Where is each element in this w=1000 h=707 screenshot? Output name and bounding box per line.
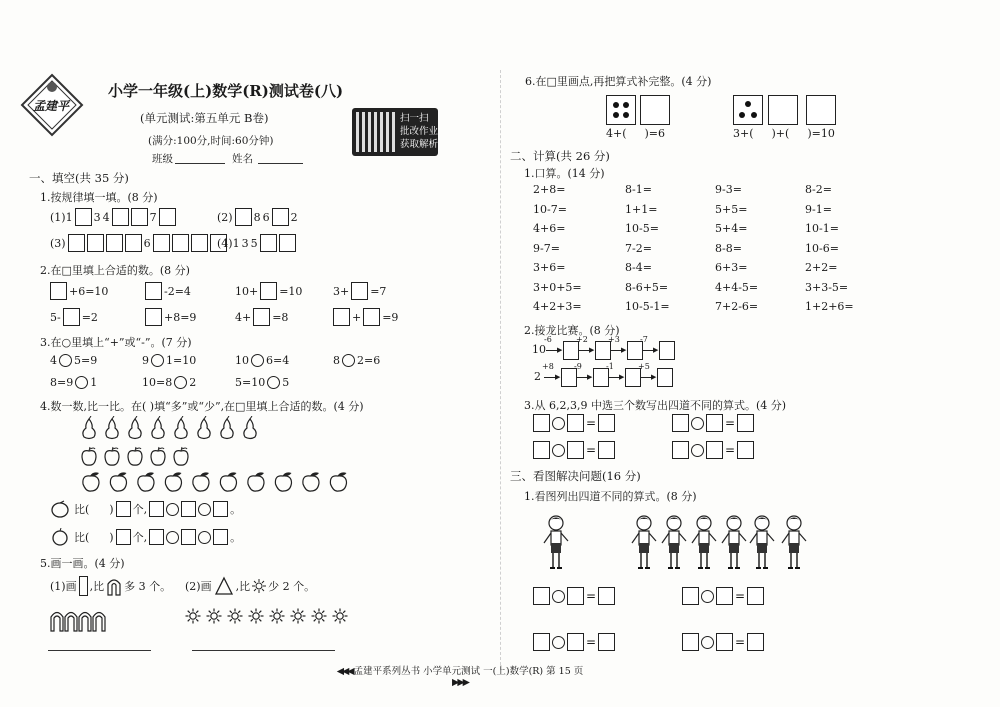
arrow-head-icon: ▶ — [587, 373, 593, 381]
oral-item: 2+8= — [533, 183, 566, 196]
equation-row: = — [682, 633, 764, 651]
child-icon — [544, 516, 568, 568]
oral-item: 10-7= — [533, 202, 567, 216]
oral-item: 7-2= — [625, 241, 652, 255]
peach-icon — [303, 472, 319, 491]
peach-icon — [275, 472, 291, 491]
q6-eq1: 4+( )=6 — [606, 127, 666, 140]
answer-box[interactable] — [213, 501, 228, 517]
answer-box[interactable] — [172, 234, 189, 252]
answer-box[interactable] — [598, 587, 615, 605]
answer-box[interactable] — [598, 441, 615, 459]
drawing-line-2[interactable] — [192, 650, 335, 651]
answer-circle[interactable] — [166, 531, 179, 544]
answer-box[interactable] — [181, 501, 196, 517]
peach-icon — [83, 472, 99, 491]
child-icon — [722, 516, 746, 568]
child-icon — [632, 516, 656, 568]
answer-box[interactable] — [253, 308, 270, 326]
oral-item: 4+4-5= — [715, 280, 759, 294]
peach-row-icon — [78, 470, 368, 494]
sun-icon — [270, 609, 285, 624]
answer-circle[interactable] — [552, 417, 565, 430]
answer-box[interactable] — [737, 414, 754, 432]
answer-box[interactable] — [672, 441, 689, 459]
pear-icon — [244, 416, 256, 439]
children-picture — [536, 515, 816, 573]
answer-box[interactable] — [116, 501, 131, 517]
answer-circle[interactable] — [691, 417, 704, 430]
subtitle: (单元测试:第五单元 B卷) — [140, 111, 269, 125]
picture-q-title: 1.看图列出四道不同的算式。(8 分) — [524, 490, 697, 503]
answer-box[interactable] — [351, 282, 368, 300]
answer-box[interactable] — [598, 414, 615, 432]
arrow-head-icon: ▶ — [651, 373, 657, 381]
oral-item: 9-3= — [715, 183, 742, 196]
answer-box[interactable] — [567, 441, 584, 459]
apple-icon — [128, 447, 142, 465]
answer-box[interactable] — [567, 633, 584, 651]
answer-circle[interactable] — [552, 590, 565, 603]
answer-circle[interactable] — [251, 354, 264, 367]
answer-box[interactable] — [682, 587, 699, 605]
arch-row-icon — [48, 608, 158, 632]
footer-text: 孟建平系列丛书 小学单元测试 一(上)数学(R) 第 15 页 — [353, 666, 584, 677]
answer-box[interactable] — [131, 208, 148, 226]
equation-row: = — [682, 587, 764, 605]
q5-title: 5.画一画。(4 分) — [40, 557, 125, 570]
chain-op: +8 — [542, 362, 554, 371]
answer-box[interactable] — [149, 501, 164, 517]
q3-item: 10 6=4 — [235, 354, 290, 367]
sun-icon — [249, 609, 264, 624]
q6-eq2: 3+( )+( )=10 — [733, 127, 835, 140]
child-icon — [662, 516, 686, 568]
q2-item: -2=4 — [145, 282, 191, 300]
q6-title: 6.在□里画点,再把算式补完整。(4 分) — [525, 75, 712, 88]
oral-item: 8-4= — [625, 261, 652, 274]
answer-box[interactable] — [716, 633, 733, 651]
child-icon — [692, 516, 716, 568]
class-label: 班级 — [152, 153, 173, 165]
equation-row: = — [672, 414, 754, 432]
q3-item: 8 2=6 — [333, 354, 381, 367]
peach-icon — [50, 500, 72, 518]
class-field[interactable] — [175, 163, 225, 164]
q2-item: +6=10 — [50, 282, 108, 300]
peach-icon — [248, 472, 264, 491]
answer-box[interactable] — [106, 234, 123, 252]
arrow-head-icon: ▶ — [621, 346, 627, 354]
oral-item: 2+2= — [805, 261, 838, 274]
answer-circle[interactable] — [342, 354, 355, 367]
answer-box[interactable] — [87, 234, 104, 252]
equation-row: = — [533, 414, 615, 432]
qr-line-1: 扫一扫 — [400, 113, 429, 124]
sun-icon — [312, 609, 327, 624]
oral-item: 1+2+6= — [805, 300, 854, 313]
chain-op: -6 — [544, 335, 552, 344]
chain-start: 10 — [532, 343, 546, 356]
q3-item: 5=10 5 — [235, 376, 290, 389]
q3-item: 10=8 2 — [142, 376, 197, 389]
q3-item: 9 1=10 — [142, 354, 197, 367]
apple-icon — [151, 447, 165, 465]
answer-circle[interactable] — [691, 444, 704, 457]
equation-row: = — [533, 633, 615, 651]
answer-circle[interactable] — [166, 503, 179, 516]
arch-icon — [65, 613, 77, 632]
oral-item: 9-1= — [805, 202, 832, 216]
q2-item: 5- =2 — [50, 308, 98, 326]
child-icon — [782, 516, 806, 568]
answer-box[interactable] — [279, 234, 296, 252]
answer-box[interactable] — [75, 208, 92, 226]
oral-item: 8-2= — [805, 183, 832, 196]
chain-box[interactable] — [657, 368, 673, 387]
dot-box[interactable] — [806, 95, 836, 125]
pear-icon — [83, 416, 95, 439]
dot-box[interactable] — [768, 95, 798, 125]
oral-item: 3+0+5= — [533, 280, 582, 294]
oral-item: 8-6+5= — [625, 280, 669, 294]
chain-op: -7 — [640, 335, 648, 344]
answer-circle[interactable] — [552, 636, 565, 649]
peach-icon — [165, 472, 181, 491]
q3-title: 3.在○里填上“+”或“-”。(7 分) — [40, 336, 192, 349]
part1-heading: 一、填空(共 35 分) — [29, 171, 129, 185]
answer-box[interactable] — [116, 529, 131, 545]
answer-box[interactable] — [716, 587, 733, 605]
chain-op: -1 — [606, 362, 614, 371]
arch-icon — [106, 576, 122, 596]
answer-circle[interactable] — [552, 444, 565, 457]
q4-compare-1: 比( ) 个, 。 — [50, 500, 241, 518]
dice-four — [606, 95, 636, 125]
pear-icon — [198, 416, 210, 439]
pear-row-icon — [78, 416, 263, 440]
answer-box[interactable] — [159, 208, 176, 226]
triangle-icon — [214, 576, 234, 596]
oral-item: 5+5= — [715, 202, 748, 216]
answer-box[interactable] — [533, 633, 550, 651]
oral-item: 9-7= — [533, 241, 560, 255]
answer-box[interactable] — [68, 234, 85, 252]
pear-icon — [106, 416, 118, 439]
qr-code-icon — [356, 112, 396, 152]
answer-box[interactable] — [145, 308, 162, 326]
score-time: (满分:100分,时间:60分钟) — [148, 135, 274, 147]
q3-item: 8=9 1 — [50, 376, 98, 389]
q5-a: (1)画 ,比 多 3 个。 — [50, 576, 171, 596]
answer-box[interactable] — [672, 414, 689, 432]
q2-title: 2.在□里填上合适的数。(8 分) — [40, 264, 190, 277]
equation-row: = — [533, 587, 615, 605]
oral-item: 6+3= — [715, 261, 748, 274]
arch-icon — [51, 613, 63, 632]
equation-row: = — [672, 441, 754, 459]
peach-icon — [330, 472, 346, 491]
dice-three — [733, 95, 763, 125]
apple-icon — [82, 447, 96, 465]
sun-icon — [252, 579, 266, 593]
chain-op: -9 — [574, 362, 582, 371]
q2-item: 3+ =7 — [333, 282, 386, 300]
answer-box[interactable] — [682, 633, 699, 651]
child-icon — [750, 516, 774, 568]
answer-circle[interactable] — [267, 376, 280, 389]
part3-heading: 三、看图解决问题(16 分) — [510, 469, 641, 483]
rectangle-icon — [79, 576, 88, 596]
apple-icon — [105, 447, 119, 465]
arrow-head-icon: ▶ — [555, 373, 561, 381]
pear-icon — [129, 416, 141, 439]
q3-choose-title: 3.从 6,2,3,9 中选三个数写出四道不同的算式。(4 分) — [524, 399, 787, 412]
sun-row-icon — [185, 606, 360, 626]
pear-icon — [175, 416, 187, 439]
apple-icon — [174, 447, 188, 465]
q1-sequence-3: (3) 6 — [50, 234, 227, 252]
answer-box[interactable] — [598, 633, 615, 651]
pear-icon — [221, 416, 233, 439]
answer-box[interactable] — [272, 208, 289, 226]
answer-circle[interactable] — [151, 354, 164, 367]
answer-circle[interactable] — [198, 503, 211, 516]
arch-icon — [93, 613, 105, 632]
arrow-head-icon: ▶ — [557, 346, 563, 354]
q1-sequence-4: (4)1 3 5 — [217, 234, 296, 252]
sun-icon — [207, 609, 222, 624]
oral-item: 10-1= — [805, 222, 839, 235]
qr-line-3: 获取解析 — [400, 139, 439, 150]
q1-title: 1.按规律填一填。(8 分) — [40, 191, 158, 204]
answer-box[interactable] — [213, 529, 228, 545]
name-field[interactable] — [258, 163, 303, 164]
oral-item: 1+1= — [625, 202, 658, 216]
oral-item: 4+6= — [533, 222, 566, 235]
q1-sequence-2: (2) 8 6 2 — [217, 208, 298, 226]
chain-box[interactable] — [659, 341, 675, 360]
sun-icon — [186, 609, 201, 624]
part2-heading: 二、计算(共 26 分) — [510, 149, 610, 163]
answer-circle[interactable] — [174, 376, 187, 389]
answer-box[interactable] — [63, 308, 80, 326]
sun-icon — [333, 609, 348, 624]
oral-item: 4+2+3= — [533, 300, 582, 313]
arrow-head-icon: ▶ — [653, 346, 659, 354]
q1-sequence-1: (1)1 3 4 7 — [50, 208, 176, 226]
answer-box[interactable] — [191, 234, 208, 252]
oral-item: 8-1= — [625, 183, 652, 196]
oral-item: 3+3-5= — [805, 280, 849, 294]
logo-text: 孟建平 — [33, 99, 70, 113]
chain-title: 2.接龙比赛。(8 分) — [524, 324, 620, 337]
answer-box[interactable] — [737, 441, 754, 459]
q4-compare-2: 比( ) 个, 。 — [50, 528, 241, 546]
oral-item: 10-5= — [625, 222, 659, 235]
qr-code-panel — [352, 108, 438, 156]
answer-box[interactable] — [145, 282, 162, 300]
page-fold — [500, 70, 501, 670]
peach-icon — [138, 472, 154, 491]
answer-circle[interactable] — [59, 354, 72, 367]
peach-icon — [220, 472, 236, 491]
apple-row-icon — [78, 446, 198, 468]
answer-box[interactable] — [149, 529, 164, 545]
oral-item: 5+4= — [715, 222, 748, 235]
chain-op: +3 — [608, 335, 620, 344]
answer-box[interactable] — [181, 529, 196, 545]
q4-title: 4.数一数,比一比。在( )填“多”或“少”,在□里填上合适的数。(4 分) — [40, 400, 364, 413]
sun-icon — [228, 609, 243, 624]
name-label: 姓名 — [232, 153, 253, 165]
answer-box[interactable] — [125, 234, 142, 252]
q2-item: +8=9 — [145, 308, 196, 326]
sun-icon — [291, 609, 306, 624]
answer-box[interactable] — [567, 587, 584, 605]
page-footer: ◀◀◀ 孟建平系列丛书 小学单元测试 一(上)数学(R) 第 15 页 ▶▶▶ — [336, 666, 584, 688]
page-title: 小学一年级(上)数学(R)测试卷(八) — [108, 82, 344, 100]
answer-box[interactable] — [333, 308, 350, 326]
arch-icon — [79, 613, 91, 632]
oral-title: 1.口算。(14 分) — [524, 167, 605, 180]
q2-item: + =9 — [333, 308, 398, 326]
oral-item: 3+6= — [533, 261, 566, 274]
answer-box[interactable] — [50, 282, 67, 300]
answer-box[interactable] — [112, 208, 129, 226]
answer-box[interactable] — [260, 282, 277, 300]
peach-icon — [193, 472, 209, 491]
pear-icon — [152, 416, 164, 439]
q2-item: 4+ =8 — [235, 308, 288, 326]
answer-box[interactable] — [747, 633, 764, 651]
answer-circle[interactable] — [75, 376, 88, 389]
answer-box[interactable] — [235, 208, 252, 226]
answer-box[interactable] — [260, 234, 277, 252]
answer-box[interactable] — [153, 234, 170, 252]
arrow-head-icon: ▶ — [589, 346, 595, 354]
answer-box[interactable] — [533, 587, 550, 605]
oral-item: 8-8= — [715, 241, 742, 255]
peach-icon — [110, 472, 126, 491]
q3-item: 4 5=9 — [50, 354, 98, 367]
q5-b: (2)画 ,比 少 2 个。 — [185, 576, 315, 596]
answer-box[interactable] — [363, 308, 380, 326]
chain-op: +2 — [576, 335, 588, 344]
q2-item: 10+ =10 — [235, 282, 302, 300]
answer-box[interactable] — [706, 441, 723, 459]
answer-box[interactable] — [533, 441, 550, 459]
dot-box[interactable] — [640, 95, 670, 125]
chain-start: 2 — [534, 370, 541, 383]
drawing-line-1[interactable] — [48, 650, 151, 651]
answer-box[interactable] — [533, 414, 550, 432]
arrow-head-icon: ▶ — [619, 373, 625, 381]
answer-circle[interactable] — [701, 636, 714, 649]
answer-box[interactable] — [747, 587, 764, 605]
chain-op: +5 — [638, 362, 650, 371]
oral-item: 10-6= — [805, 241, 839, 255]
qr-line-2: 批改作业 — [400, 126, 439, 137]
oral-item: 7+2-6= — [715, 300, 759, 313]
oral-item: 10-5-1= — [625, 300, 670, 313]
answer-box[interactable] — [567, 414, 584, 432]
answer-circle[interactable] — [198, 531, 211, 544]
answer-box[interactable] — [706, 414, 723, 432]
apple-icon — [50, 528, 72, 546]
equation-row: = — [533, 441, 615, 459]
answer-circle[interactable] — [701, 590, 714, 603]
